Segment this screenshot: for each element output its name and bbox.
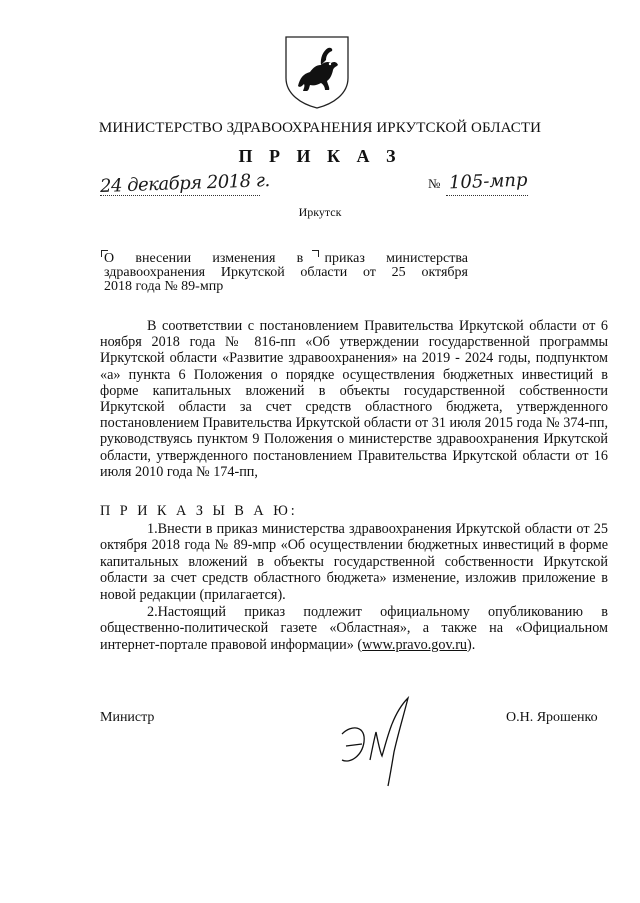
coat-of-arms-icon: [283, 34, 351, 110]
handwritten-signature: [322, 694, 432, 794]
order-word: П Р И К А З Ы В А Ю:: [100, 503, 298, 519]
subject-line-2: здравоохранения Иркутской области от 25 октября: [104, 265, 468, 280]
order-item-2-end: ).: [467, 636, 476, 653]
subject-line-1: О внесении изменения в приказ министерства: [104, 251, 468, 266]
document-type-title: П Р И К А З: [238, 146, 402, 166]
city-label: Иркутск: [298, 205, 342, 219]
ministry-name: МИНИСТЕРСТВО ЗДРАВООХРАНЕНИЯ ИРКУТСКОЙ ОБЛАСТИ: [98, 120, 542, 136]
order-item-1: [100, 521, 608, 603]
order-subject: [104, 252, 468, 294]
order-item-2-body: 2.Настоящий приказ подлежит официальному опубликованию в общественно-политической газете «Областная», а также на «Официальном интернет-портале правовой информации» (: [100, 604, 608, 653]
order-item-1-text: 1.Внести в приказ министерства здравоохранения Иркутской области от 25 октября 2018 года № 89-мпр «Об осуществлении бюджетных инвестиций в форме капитальных вложений в объекты государственной собственности Иркутской области за счет средств областного бюджета» изменение, изложив приложение в новой редакции (прилагается).: [100, 521, 608, 603]
number-underline: [446, 195, 528, 196]
pravo-gov-link[interactable]: www.pravo.gov.ru: [362, 636, 468, 653]
minister-title: Министр: [100, 710, 155, 725]
order-item-2-text: [100, 604, 608, 653]
preamble-section: [100, 318, 608, 480]
date-underline: [100, 195, 260, 196]
handwritten-number: 105-мпр: [448, 169, 528, 194]
handwritten-date: 24 декабря 2018 г.: [99, 170, 270, 197]
number-prefix: №: [428, 176, 441, 191]
order-item-2: [100, 604, 608, 653]
preamble-paragraph: В соответствии с постановлением Правительства Иркутской области от 6 ноября 2018 года № 816-пп «Об утверждении государственной программы Иркутской области «Развитие здравоохранения» на 2019 - 2024 годы, подпунктом «а» пункта 6 Положения о порядке осуществления бюджетных инвестиций в форме капитальных вложений в объекты государственной собственности Иркутской области за счет средств областного бюджета, утвержденного постановлением Правительства Иркутской области от 31 июля 2015 года № 374-пп, руководствуясь пунктом 9 Положения о министерстве здравоохранения Иркутской области, утвержденного постановлением Правительства Иркутской области от 16 июля 2010 года № 174-пп,: [100, 318, 608, 480]
subject-line-3: 2018 года № 89-мпр: [104, 279, 224, 294]
minister-name: О.Н. Ярошенко: [506, 710, 598, 725]
